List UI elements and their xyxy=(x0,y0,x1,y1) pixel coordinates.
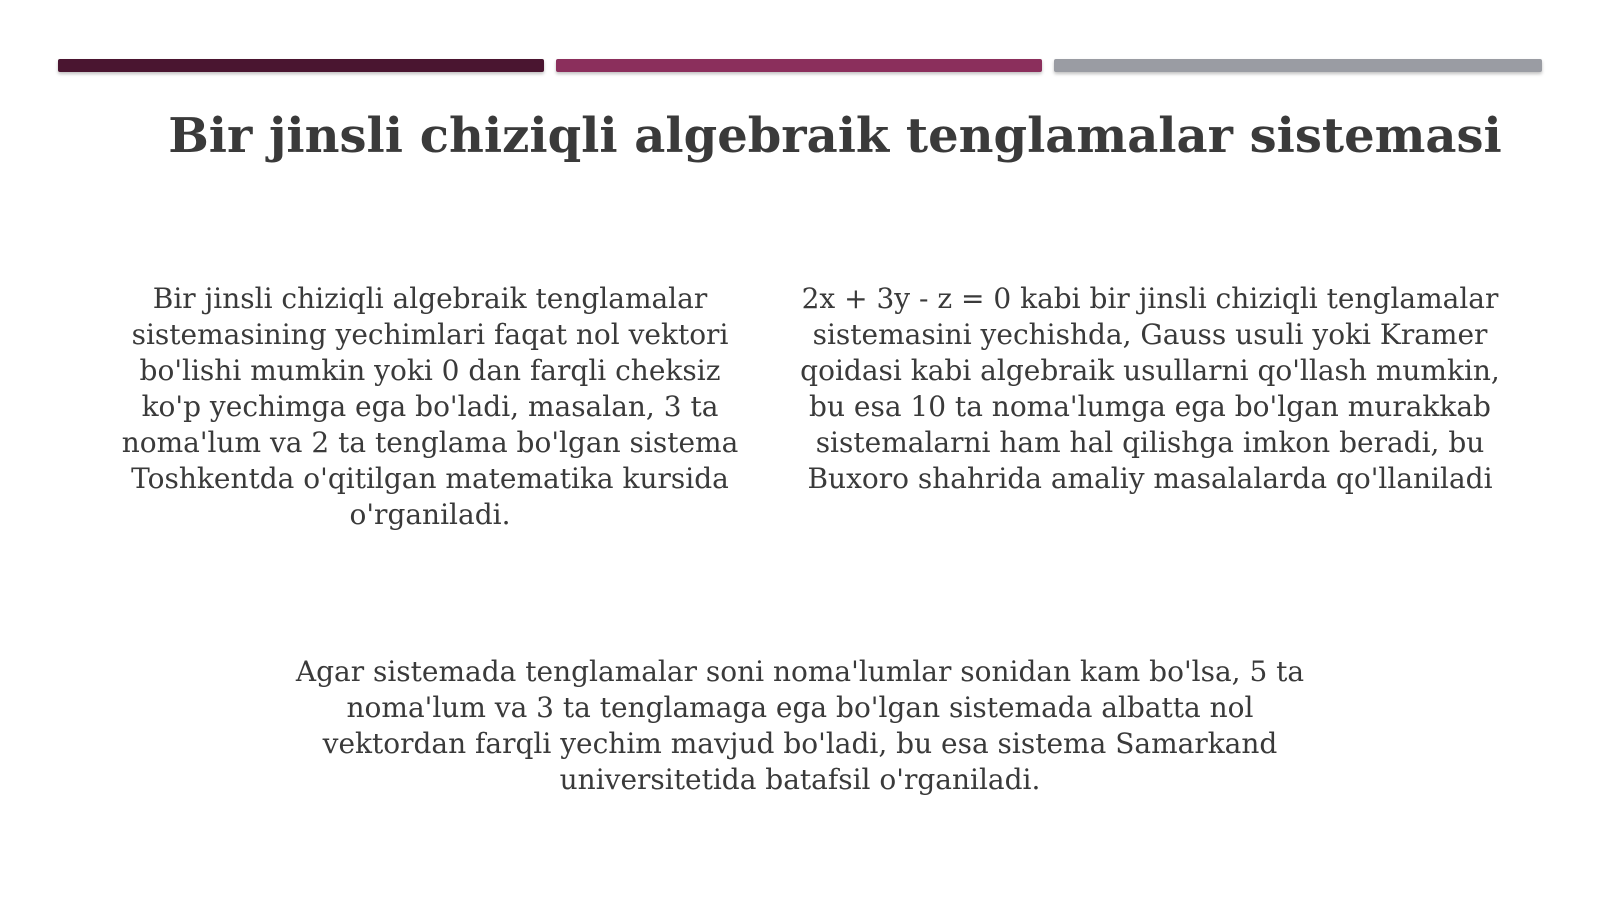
accent-bar-gray xyxy=(1054,59,1542,72)
left-paragraph: Bir jinsli chiziqli algebraik tenglamalar sistemasining yechimlari faqat nol vektori bo'lishi mumkin yoki 0 dan farqli cheksiz ko'p yechimga ega bo'ladi, masalan, 3 ta noma'lum va 2 ta tenglama bo'lgan sistema Toshkentda o'qitilgan matematika kursida o'rganiladi. xyxy=(121,282,739,531)
slide-title: Bir jinsli chiziqli algebraik tenglamalar sistemasi xyxy=(168,108,1502,164)
accent-bar-magenta xyxy=(556,59,1042,72)
right-paragraph: 2x + 3y - z = 0 kabi bir jinsli chiziqli tenglamalar sistemasini yechishda, Gauss usuli yoki Kramer qoidasi kabi algebraik usullarni qo'llash mumkin, bu esa 10 ta noma'lumga ega bo'lgan murakkab sistemalarni ham hal qilishga imkon beradi, bu Buxoro shahrida amaliy masalalarda qo'llaniladi xyxy=(800,282,1500,495)
bottom-paragraph: Agar sistemada tenglamalar soni noma'lumlar sonidan kam bo'lsa, 5 ta noma'lum va 3 ta tenglamaga ega bo'lgan sistemada albatta nol vektordan farqli yechim mavjud bo'ladi, bu esa sistema Samarkand universitetida batafsil o'rganiladi. xyxy=(295,655,1305,796)
accent-bar-dark xyxy=(58,59,544,72)
